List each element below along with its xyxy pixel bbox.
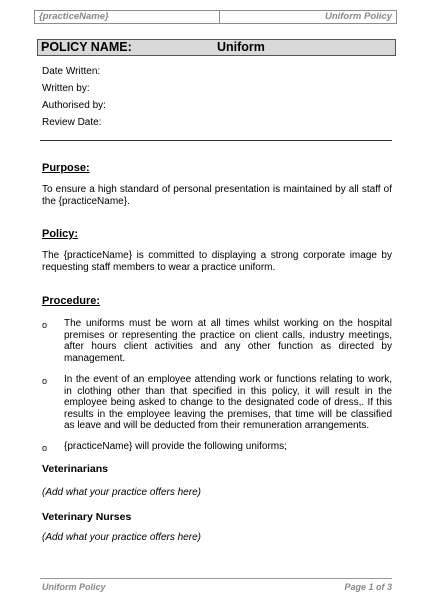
procedure-item: In the event of an employee attending work or functions relating to work, in clothing other than that specified in this policy, it will result in the employee being asked to change to the designated code of dress,. If this results in the employee leaving the premises, that time will be classified as leave and will be deducted from their remuneration arrangements. bbox=[64, 374, 392, 431]
veterinarians-heading: Veterinarians bbox=[42, 463, 108, 475]
policy-name-label: POLICY NAME: bbox=[41, 40, 132, 54]
policy-name-value: Uniform bbox=[217, 40, 265, 54]
footer-document-title: Uniform Policy bbox=[42, 582, 106, 592]
bullet-marker: o bbox=[42, 443, 48, 453]
bullet-marker: o bbox=[42, 376, 48, 386]
policy-text: The {practiceName} is committed to displaying a strong corporate image by requesting staff members to wear a practice uniform. bbox=[42, 250, 392, 273]
footer-divider bbox=[40, 578, 392, 579]
procedure-item: {practiceName} will provide the following uniforms; bbox=[64, 441, 287, 452]
footer-page-number: Page 1 of 3 bbox=[344, 582, 392, 592]
page-header bbox=[34, 10, 397, 24]
procedure-heading: Procedure: bbox=[42, 295, 101, 307]
header-document-title: Uniform Policy bbox=[324, 11, 392, 22]
authorised-by-label: Authorised by: bbox=[42, 100, 106, 111]
veterinary-nurses-heading: Veterinary Nurses bbox=[42, 511, 132, 523]
review-date-label: Review Date: bbox=[42, 117, 102, 128]
purpose-heading: Purpose: bbox=[42, 162, 90, 174]
bullet-marker: o bbox=[42, 320, 48, 330]
veterinarians-note: (Add what your practice offers here) bbox=[42, 487, 201, 498]
procedure-item: The uniforms must be worn at all times whilst working on the hospital premises or representing the practice on client calls, industry meetings, after hours client activities and any other function as directed by management. bbox=[64, 318, 392, 364]
header-practice-name: {practiceName} bbox=[35, 11, 220, 23]
written-by-label: Written by: bbox=[42, 83, 90, 94]
policy-name-box bbox=[37, 39, 396, 56]
date-written-label: Date Written: bbox=[42, 66, 101, 77]
purpose-text: To ensure a high standard of personal presentation is maintained by all staff of the {practiceName}. bbox=[42, 184, 392, 207]
policy-heading: Policy: bbox=[42, 228, 79, 240]
veterinary-nurses-note: (Add what your practice offers here) bbox=[42, 532, 201, 543]
section-divider bbox=[40, 140, 392, 141]
